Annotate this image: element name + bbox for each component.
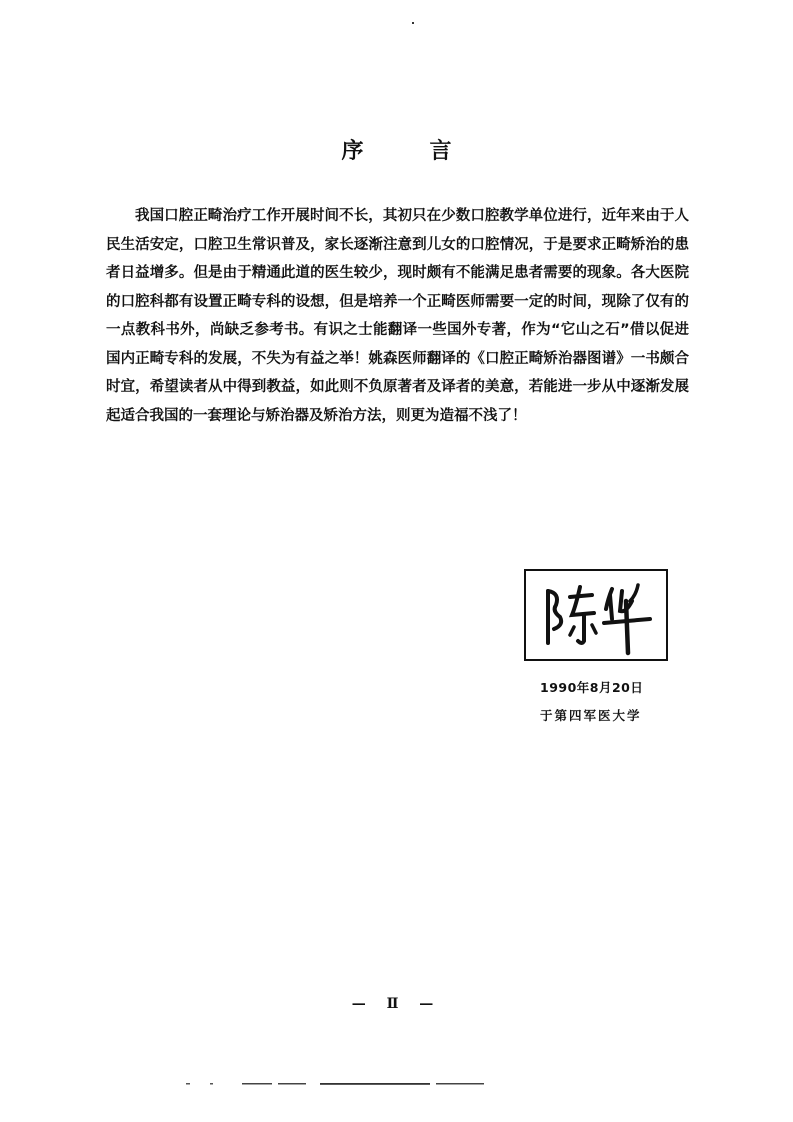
scan-artifact-dot bbox=[412, 22, 414, 24]
signature-place: 于第四军医大学 bbox=[540, 708, 642, 723]
page-title: 序 言 bbox=[341, 139, 474, 164]
preface-paragraph: 我国口腔正畸治疗工作开展时间不长，其初只在少数口腔教学单位进行，近年来由于人民生活安定，口腔卫生常识普及，家长逐渐注意到儿女的口腔情况，于是要求正畸矫治的患者日益增多。但是由于精通此道的医生较少，现时颇有不能满足患者需要的现象。各大医院的口腔科都有设置正畸专科的设想，但是培养一个正畸医师需要一定的时间，现除了仅有的一点教科书外，尚缺乏参考书。有识之士能翻译一些国外专著，作为“它山之石”借以促进国内正畸专科的发展，不失为有益之举！姚森医师翻译的《口腔正畸矫治器图谱》一书颇合时宜，希望读者从中得到教益，如此则不负原著者及译者的美意，若能进一步从中逐渐发展起适合我国的一套理论与矫治器及矫治方法，则更为造福不浅了！ bbox=[106, 208, 689, 424]
handwritten-signature-icon bbox=[526, 571, 666, 659]
scan-artifact-line bbox=[186, 1083, 486, 1085]
preface-body bbox=[106, 202, 689, 430]
signature-seal bbox=[524, 569, 668, 661]
signature-date: 1990年8月20日 bbox=[540, 680, 644, 695]
page-number: — Ⅱ — bbox=[351, 996, 442, 1012]
